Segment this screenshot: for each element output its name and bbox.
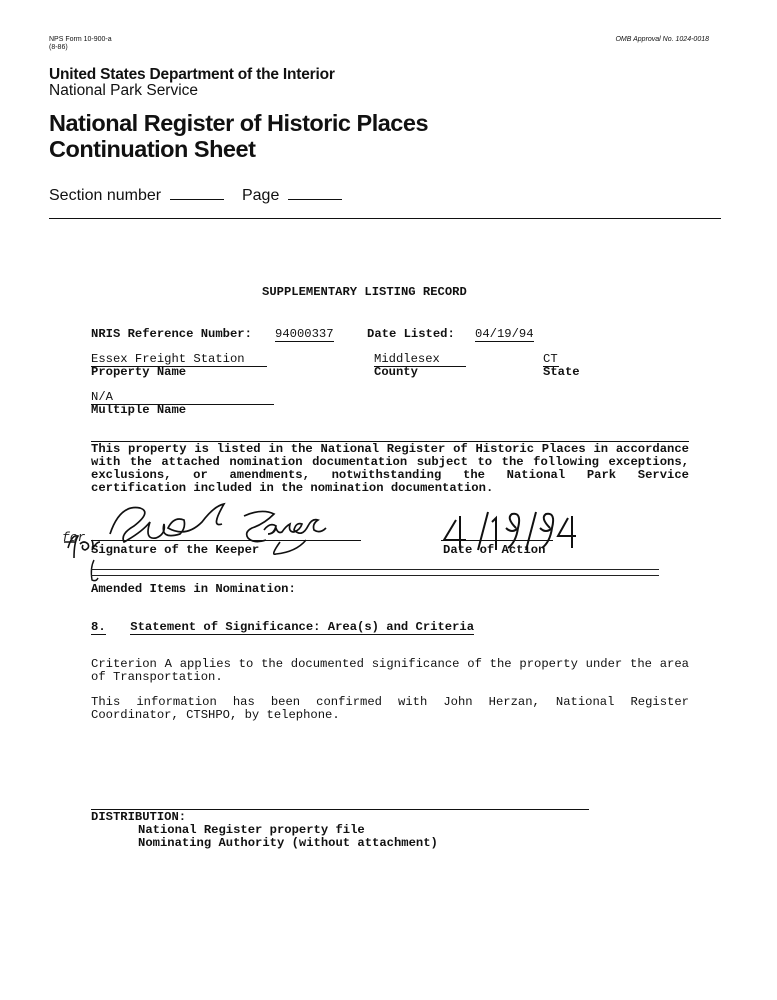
form-number-text: NPS Form 10-900-a bbox=[49, 36, 112, 43]
signature-prefix: for bbox=[62, 530, 86, 545]
page-number-blank bbox=[288, 199, 342, 200]
county-label: County bbox=[374, 365, 418, 379]
statement-line-1: This property is listed in the National Register of Historic Places in accordance bbox=[91, 442, 689, 456]
signature-line bbox=[91, 540, 361, 541]
property-name-label: Property Name bbox=[91, 365, 187, 379]
multiple-name-text: N/A bbox=[91, 390, 274, 405]
date-action-line bbox=[441, 540, 553, 541]
date-listed-label: Date Listed: bbox=[367, 327, 455, 341]
signature-label: Signature of the Keeper bbox=[91, 543, 260, 557]
amended-items-label: Amended Items in Nomination: bbox=[91, 582, 296, 596]
statement-rest: with the attached nomination documentation subject to the following exceptions, exclusions, or amendments, notwithstanding the National Park Service certification included in the nomination documentation. bbox=[91, 455, 689, 495]
date-listed-text: 04/19/94 bbox=[475, 327, 534, 341]
handwritten-date bbox=[450, 515, 542, 540]
distribution-item: National Register property file bbox=[138, 823, 365, 837]
section-number-label: Section number bbox=[49, 187, 162, 204]
section-8-number: 8. bbox=[91, 620, 106, 634]
section-8-heading bbox=[91, 620, 474, 635]
form-number bbox=[49, 36, 112, 52]
confirmation-paragraph: This information has been confirmed with John Herzan, National Register Coordinator, CTSHPO, by telephone. bbox=[91, 695, 689, 722]
title-line-1: National Register of Historic Places bbox=[49, 110, 429, 136]
title-line-2: Continuation Sheet bbox=[49, 136, 256, 162]
section-page-line bbox=[49, 187, 342, 205]
department-name: United States Department of the Interior bbox=[49, 66, 335, 83]
criterion-paragraph: Criterion A applies to the documented significance of the property under the area of Transportation. bbox=[91, 657, 689, 684]
section-8-title: Statement of Significance: Area(s) and Criteria bbox=[130, 620, 475, 634]
distribution-label: DISTRIBUTION: bbox=[91, 810, 187, 824]
omb-approval: OMB Approval No. 1024-0018 bbox=[615, 36, 709, 43]
nris-label: NRIS Reference Number: bbox=[91, 327, 252, 341]
property-name-text: Essex Freight Station bbox=[91, 352, 267, 367]
double-divider bbox=[91, 569, 659, 576]
listing-statement bbox=[91, 441, 689, 495]
header-divider bbox=[49, 218, 721, 219]
state-text: CT bbox=[543, 352, 558, 366]
agency-name: National Park Service bbox=[49, 82, 199, 99]
date-listed-value bbox=[475, 327, 534, 342]
date-of-action-label: Date of Action bbox=[443, 543, 546, 557]
form-date-text: (8-86) bbox=[49, 44, 68, 51]
state-label: State bbox=[543, 365, 580, 379]
nris-value bbox=[275, 327, 334, 342]
county-text: Middlesex bbox=[374, 352, 466, 367]
page-label: Page bbox=[241, 187, 280, 204]
multiple-name-label: Multiple Name bbox=[91, 403, 187, 417]
distribution-item: Nominating Authority (without attachment) bbox=[138, 836, 438, 850]
nris-value-text: 94000337 bbox=[275, 327, 334, 341]
record-heading: SUPPLEMENTARY LISTING RECORD bbox=[262, 285, 467, 299]
section-number-blank bbox=[170, 199, 224, 200]
page-title bbox=[49, 110, 428, 162]
